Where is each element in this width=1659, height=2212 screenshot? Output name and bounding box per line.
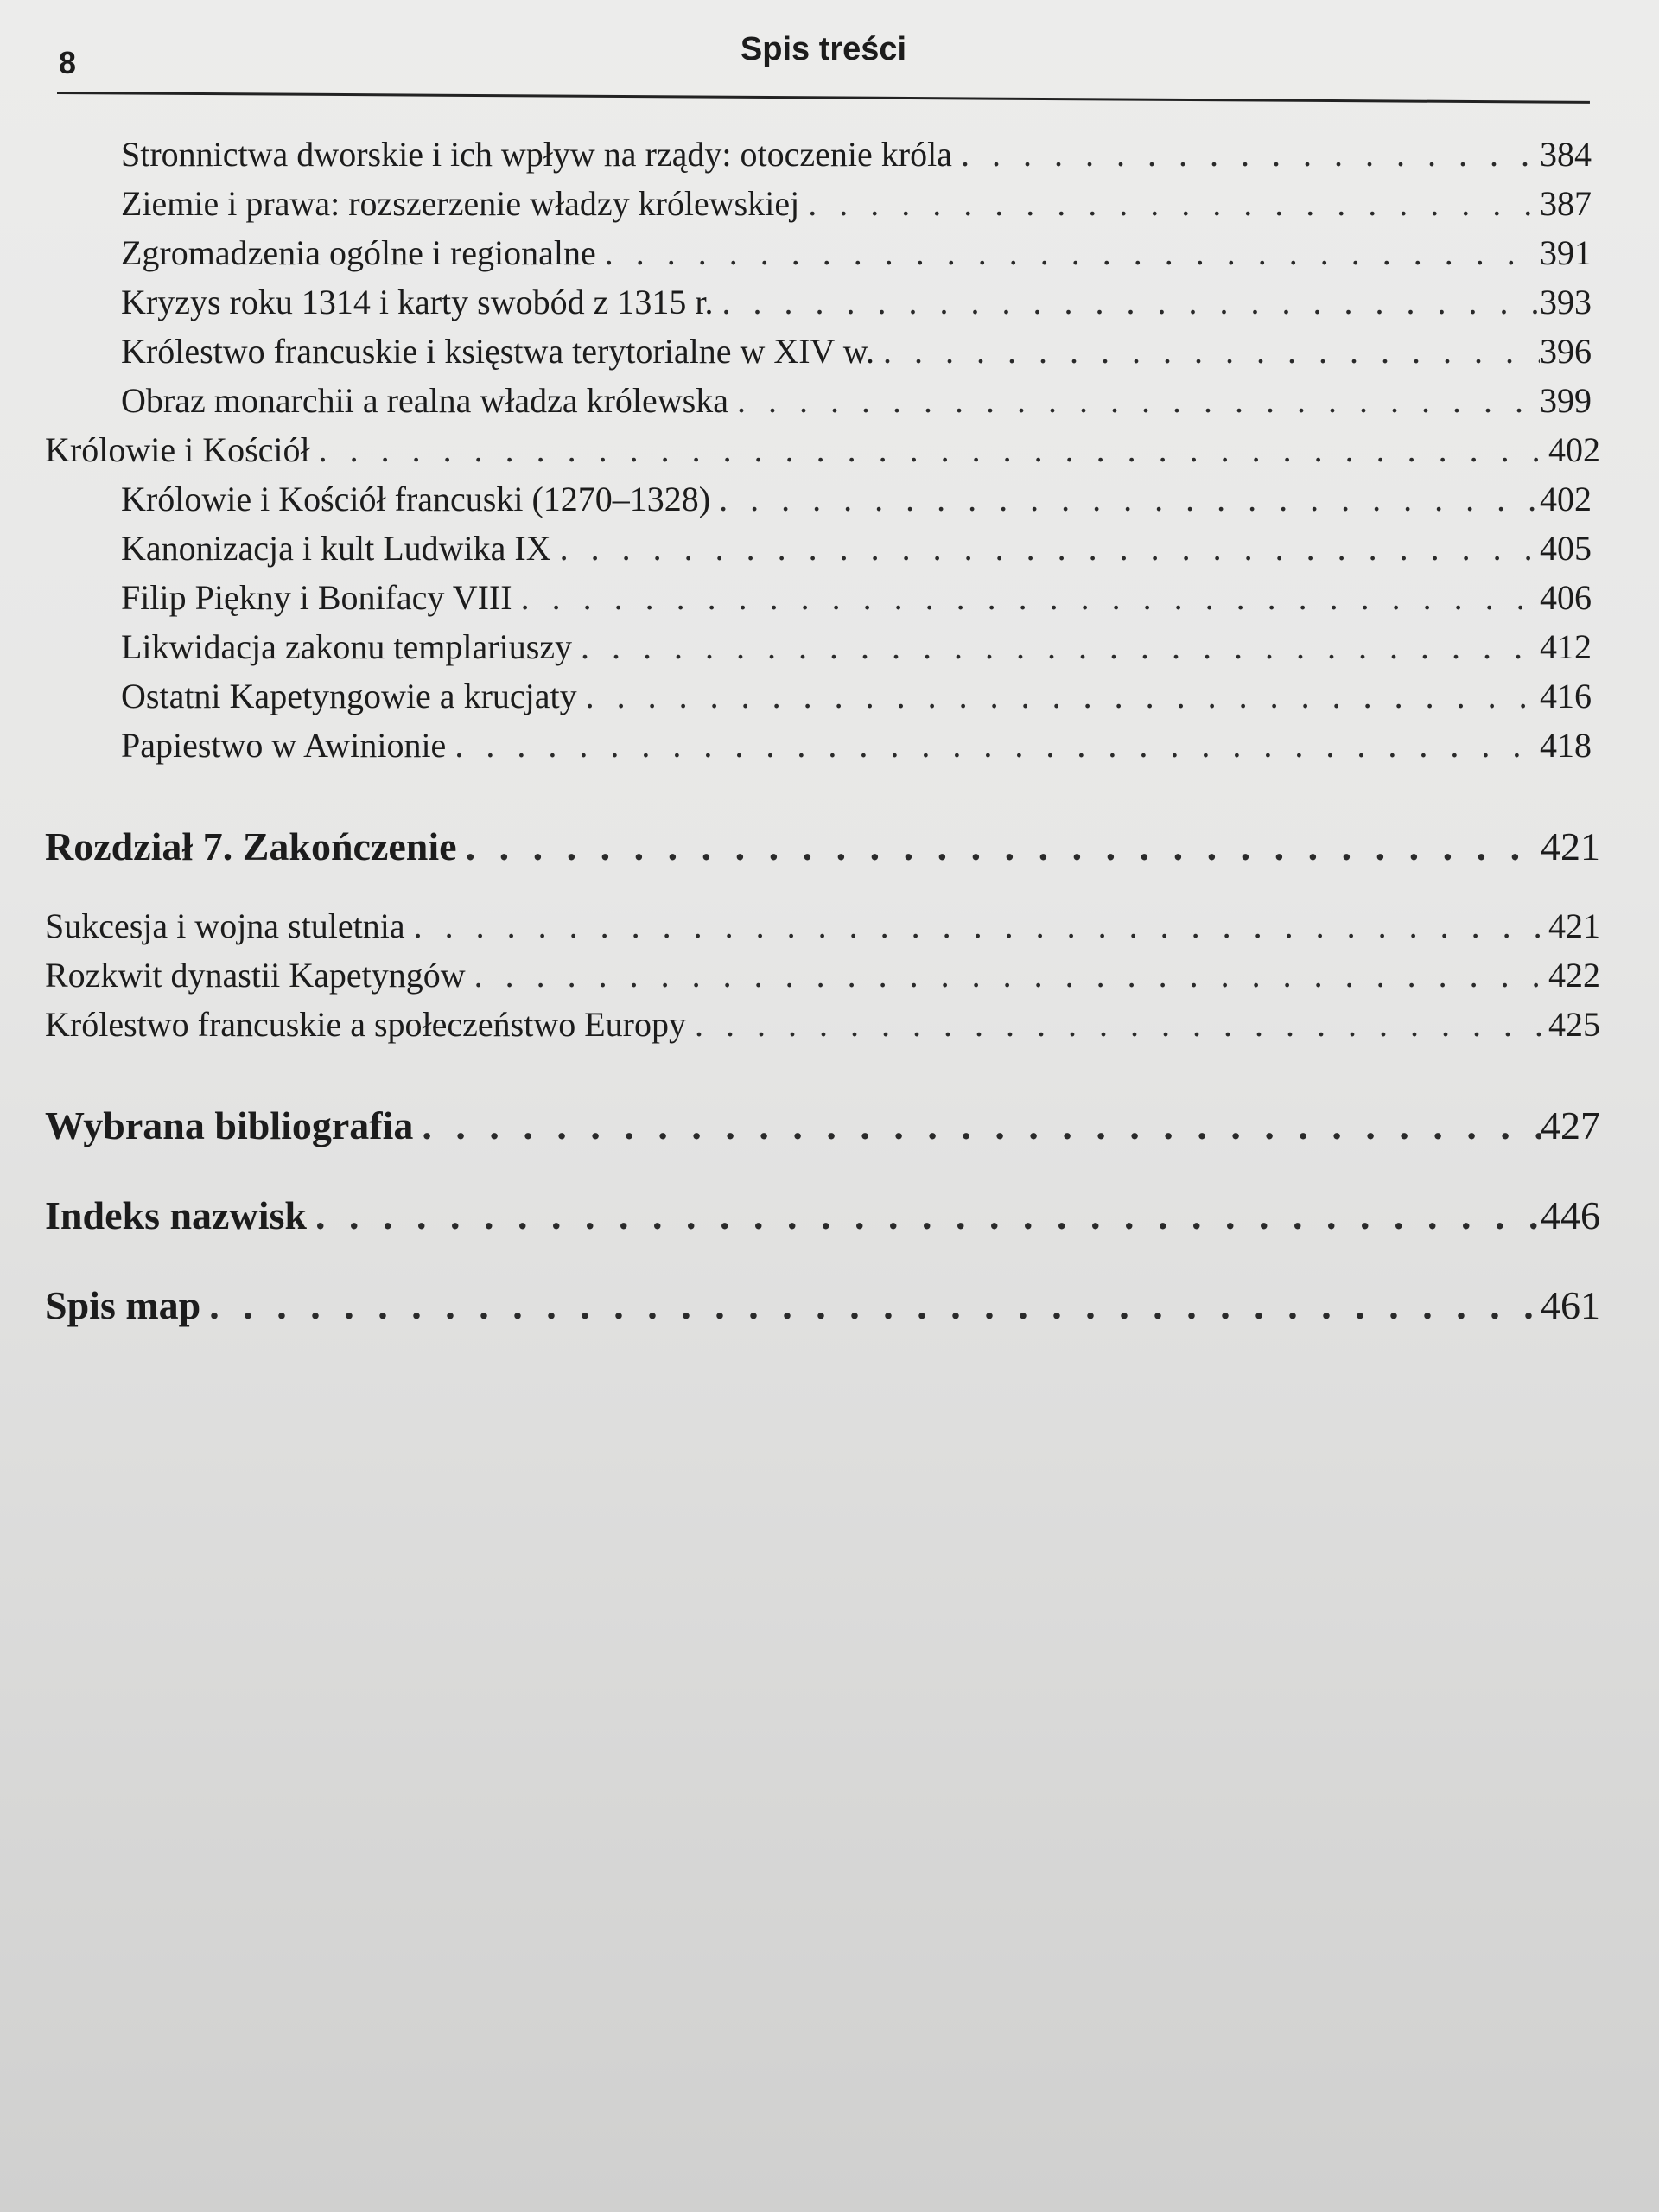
toc-entry-page: 461 (1541, 1283, 1600, 1327)
toc-chapter-heading (45, 1094, 1600, 1158)
toc-chapter-heading (45, 1274, 1600, 1338)
spacer (45, 770, 1600, 815)
toc-entry (45, 130, 1600, 179)
toc-entry (45, 474, 1600, 524)
dot-leader (799, 179, 1540, 228)
toc-entry-page: 396 (1540, 332, 1592, 371)
toc-entry-title: Królestwo francuskie i księstwa terytorialne w XIV w. (121, 332, 874, 371)
toc-entry-page: 416 (1540, 677, 1592, 715)
page-number: 8 (59, 45, 77, 80)
toc-chapter-heading (45, 1184, 1600, 1248)
spacer (45, 1158, 1600, 1184)
toc-entry (45, 1000, 1600, 1049)
toc-entry-page: 412 (1540, 627, 1592, 666)
dot-leader (551, 524, 1540, 573)
toc-entry-page: 418 (1540, 726, 1592, 765)
toc-entry-page: 393 (1540, 283, 1592, 321)
toc-entry (45, 622, 1600, 671)
dot-leader (307, 1184, 1541, 1248)
toc-entry-title: Rozdział 7. Zakończenie (45, 824, 457, 868)
toc-entry (45, 277, 1600, 327)
toc-entry-title: Indeks nazwisk (45, 1193, 307, 1237)
toc-entry-page: 427 (1541, 1103, 1600, 1147)
dot-leader (874, 327, 1540, 376)
toc-entry-title: Królowie i Kościół francuski (1270–1328) (121, 480, 711, 518)
toc-section-heading (45, 425, 1600, 474)
toc-entry (45, 901, 1600, 950)
toc-entry-page: 405 (1540, 529, 1592, 568)
toc-entry-page: 422 (1548, 956, 1600, 995)
dot-leader (446, 721, 1540, 770)
toc-entry-title: Królowie i Kościół (45, 430, 310, 469)
toc-entry-page: 387 (1540, 184, 1592, 223)
toc-entry-page: 421 (1541, 824, 1600, 868)
dot-leader (596, 228, 1540, 277)
toc-entry-title: Likwidacja zakonu templariuszy (121, 627, 573, 666)
toc-entry-title: Ostatni Kapetyngowie a krucjaty (121, 677, 577, 715)
toc-entry (45, 950, 1600, 1000)
toc-entry-page: 402 (1548, 430, 1600, 469)
toc-entry (45, 327, 1600, 376)
dot-leader (512, 573, 1540, 622)
toc-entry-title: Stronnictwa dworskie i ich wpływ na rządy: otoczenie króla (121, 135, 952, 174)
dot-leader (405, 901, 1548, 950)
running-head: Spis treści (740, 31, 907, 67)
spacer (45, 1049, 1600, 1094)
toc-entry (45, 228, 1600, 277)
dot-leader (200, 1274, 1541, 1338)
dot-leader (952, 130, 1540, 179)
toc-entry-title: Obraz monarchii a realna władza królewska (121, 381, 728, 420)
dot-leader (686, 1000, 1548, 1049)
dot-leader (728, 376, 1540, 425)
toc-entry-title: Królestwo francuskie a społeczeństwo Europy (45, 1005, 686, 1044)
toc-entry-title: Papiestwo w Awinionie (121, 726, 447, 765)
toc-entry-page: 406 (1540, 578, 1592, 617)
toc-entry-page: 421 (1548, 906, 1600, 945)
spacer (45, 1248, 1600, 1274)
toc-entry-title: Rozkwit dynastii Kapetyngów (45, 956, 466, 995)
toc-entry (45, 179, 1600, 228)
toc-entry-title: Kanonizacja i kult Ludwika IX (121, 529, 551, 568)
toc-entry-page: 446 (1541, 1193, 1600, 1237)
toc-entry (45, 671, 1600, 721)
dot-leader (710, 474, 1540, 524)
toc-entry (45, 524, 1600, 573)
toc-entry-title: Wybrana bibliografia (45, 1103, 414, 1147)
dot-leader (457, 815, 1541, 879)
dot-leader (413, 1094, 1541, 1158)
toc-chapter-heading (45, 815, 1600, 879)
dot-leader (572, 622, 1540, 671)
toc-entry-page: 399 (1540, 381, 1592, 420)
toc-entry-title: Ziemie i prawa: rozszerzenie władzy królewskiej (121, 184, 800, 223)
toc-entry-page: 384 (1540, 135, 1592, 174)
dot-leader (713, 277, 1540, 327)
table-of-contents (45, 130, 1600, 1338)
header-rule (57, 92, 1590, 104)
spacer (45, 879, 1600, 901)
dot-leader (577, 671, 1540, 721)
toc-entry-title: Filip Piękny i Bonifacy VIII (121, 578, 512, 617)
toc-entry-page: 402 (1540, 480, 1592, 518)
toc-entry (45, 376, 1600, 425)
dot-leader (310, 425, 1548, 474)
toc-entry-title: Zgromadzenia ogólne i regionalne (121, 233, 596, 272)
toc-entry-title: Kryzys roku 1314 i karty swobód z 1315 r. (121, 283, 714, 321)
toc-entry-page: 425 (1548, 1005, 1600, 1044)
dot-leader (466, 950, 1548, 1000)
toc-entry-title: Sukcesja i wojna stuletnia (45, 906, 405, 945)
page-header (57, 26, 1590, 95)
toc-entry-title: Spis map (45, 1283, 201, 1327)
toc-entry (45, 721, 1600, 770)
toc-entry-page: 391 (1540, 233, 1592, 272)
toc-entry (45, 573, 1600, 622)
